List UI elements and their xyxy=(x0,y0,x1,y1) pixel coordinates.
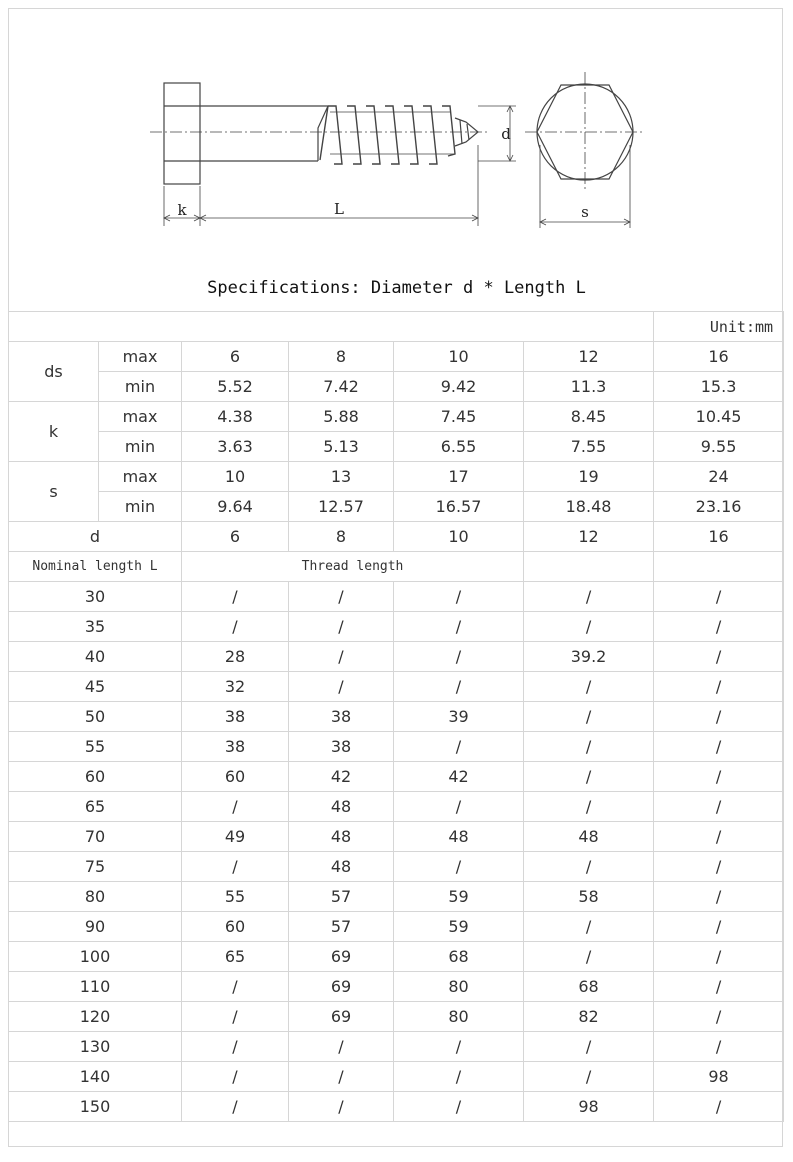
thread-length-cell: / xyxy=(524,612,654,642)
thread-length-cell: / xyxy=(394,642,524,672)
thread-length-cell: / xyxy=(182,582,289,612)
nominal-length-cell: 140 xyxy=(9,1062,182,1092)
length-row xyxy=(9,882,784,912)
thread-length-cell: / xyxy=(654,672,784,702)
unit-label: Unit:mm xyxy=(654,312,784,342)
thread-length-cell: / xyxy=(654,702,784,732)
param-value-cell: 3.63 xyxy=(182,432,289,462)
thread-length-cell: 65 xyxy=(182,942,289,972)
thread-length-cell: 28 xyxy=(182,642,289,672)
thread-length-cell: 32 xyxy=(182,672,289,702)
empty-cell xyxy=(654,552,784,582)
param-value-cell: 8 xyxy=(289,342,394,372)
param-value-cell: 15.3 xyxy=(654,372,784,402)
unit-row xyxy=(9,312,784,342)
thread-length-cell: / xyxy=(289,582,394,612)
thread-length-cell: / xyxy=(182,1032,289,1062)
nominal-length-cell: 55 xyxy=(9,732,182,762)
d-dimension-label: d xyxy=(501,125,511,143)
nominal-length-cell: 45 xyxy=(9,672,182,702)
param-value-cell: 16 xyxy=(654,342,784,372)
thread-length-cell: 69 xyxy=(289,972,394,1002)
param-value-cell: 12 xyxy=(524,342,654,372)
length-row xyxy=(9,1092,784,1122)
thread-length-cell: / xyxy=(394,1062,524,1092)
thread-length-cell: / xyxy=(654,612,784,642)
param-value-cell: 23.16 xyxy=(654,492,784,522)
thread-length-cell: 80 xyxy=(394,1002,524,1032)
param-value-cell: 10.45 xyxy=(654,402,784,432)
thread-length-cell: / xyxy=(654,882,784,912)
thread-length-cell: / xyxy=(524,582,654,612)
thread-length-cell: / xyxy=(654,1002,784,1032)
thread-length-cell: / xyxy=(654,762,784,792)
lag-screw-drawing xyxy=(0,0,793,270)
thread-length-cell: / xyxy=(524,912,654,942)
nominal-length-cell: 35 xyxy=(9,612,182,642)
param-value-cell: 6.55 xyxy=(394,432,524,462)
thread-length-cell: / xyxy=(182,1062,289,1092)
param-limit-label: min xyxy=(99,432,182,462)
thread-length-cell: 38 xyxy=(289,702,394,732)
length-row xyxy=(9,642,784,672)
thread-length-cell: / xyxy=(289,1062,394,1092)
nominal-length-cell: 40 xyxy=(9,642,182,672)
thread-length-cell: / xyxy=(182,852,289,882)
nominal-length-cell: 80 xyxy=(9,882,182,912)
length-row xyxy=(9,942,784,972)
param-value-cell: 7.42 xyxy=(289,372,394,402)
thread-length-cell: / xyxy=(524,942,654,972)
thread-length-cell: / xyxy=(524,852,654,882)
thread-length-cell: / xyxy=(654,1032,784,1062)
thread-length-cell: / xyxy=(654,732,784,762)
thread-length-label: Thread length xyxy=(182,552,524,582)
param-value-cell: 12.57 xyxy=(289,492,394,522)
param-value-cell: 9.64 xyxy=(182,492,289,522)
thread-length-cell: / xyxy=(394,792,524,822)
param-value-cell: 17 xyxy=(394,462,524,492)
param-value-cell: 11.3 xyxy=(524,372,654,402)
thread-length-cell: / xyxy=(654,942,784,972)
thread-length-cell: / xyxy=(394,612,524,642)
nominal-length-cell: 100 xyxy=(9,942,182,972)
thread-length-cell: / xyxy=(394,672,524,702)
thread-length-cell: 69 xyxy=(289,1002,394,1032)
thread-length-cell: 57 xyxy=(289,912,394,942)
param-value-cell: 9.42 xyxy=(394,372,524,402)
thread-length-cell: 59 xyxy=(394,882,524,912)
thread-length-cell: / xyxy=(182,792,289,822)
length-row xyxy=(9,792,784,822)
nominal-length-cell: 50 xyxy=(9,702,182,732)
thread-length-cell: 48 xyxy=(524,822,654,852)
diameter-cell: 6 xyxy=(182,522,289,552)
length-row xyxy=(9,912,784,942)
thread-length-cell: / xyxy=(394,582,524,612)
empty-cell xyxy=(524,552,654,582)
thread-length-cell: / xyxy=(524,702,654,732)
param-value-cell: 19 xyxy=(524,462,654,492)
thread-length-cell: / xyxy=(524,1062,654,1092)
thread-length-cell: 48 xyxy=(289,852,394,882)
nominal-length-cell: 120 xyxy=(9,1002,182,1032)
diameter-cell: 8 xyxy=(289,522,394,552)
thread-length-cell: / xyxy=(654,822,784,852)
thread-header-row xyxy=(9,552,784,582)
thread-length-cell: 68 xyxy=(394,942,524,972)
thread-length-cell: 49 xyxy=(182,822,289,852)
thread-length-cell: / xyxy=(182,972,289,1002)
param-value-cell: 5.13 xyxy=(289,432,394,462)
param-value-cell: 4.38 xyxy=(182,402,289,432)
length-row xyxy=(9,702,784,732)
thread-length-cell: / xyxy=(289,672,394,702)
diameter-cell: 16 xyxy=(654,522,784,552)
param-limit-label: max xyxy=(99,402,182,432)
param-value-cell: 9.55 xyxy=(654,432,784,462)
param-name: ds xyxy=(9,342,99,402)
thread-length-cell: / xyxy=(289,1092,394,1122)
thread-length-cell: / xyxy=(654,582,784,612)
param-value-cell: 16.57 xyxy=(394,492,524,522)
thread-length-cell: / xyxy=(182,612,289,642)
param-limit-label: min xyxy=(99,372,182,402)
param-value-cell: 13 xyxy=(289,462,394,492)
thread-length-cell: / xyxy=(394,1092,524,1122)
param-value-cell: 24 xyxy=(654,462,784,492)
thread-length-cell: 58 xyxy=(524,882,654,912)
nominal-length-cell: 65 xyxy=(9,792,182,822)
length-row xyxy=(9,672,784,702)
param-row xyxy=(9,432,784,462)
diameter-cell: 12 xyxy=(524,522,654,552)
param-value-cell: 10 xyxy=(182,462,289,492)
diameter-cell: 10 xyxy=(394,522,524,552)
thread-length-cell: 38 xyxy=(289,732,394,762)
thread-length-cell: / xyxy=(394,1032,524,1062)
thread-length-cell: / xyxy=(182,1002,289,1032)
thread-length-cell: / xyxy=(289,612,394,642)
param-row xyxy=(9,492,784,522)
length-row xyxy=(9,822,784,852)
thread-length-cell: / xyxy=(654,972,784,1002)
nominal-length-cell: 110 xyxy=(9,972,182,1002)
thread-length-cell: / xyxy=(289,1032,394,1062)
thread-length-cell: 48 xyxy=(289,792,394,822)
param-row xyxy=(9,342,784,372)
param-row xyxy=(9,402,784,432)
specifications-title: Specifications: Diameter d * Length L xyxy=(207,278,586,298)
thread-length-cell: 60 xyxy=(182,912,289,942)
length-row xyxy=(9,732,784,762)
thread-length-cell: / xyxy=(654,642,784,672)
thread-length-cell: 38 xyxy=(182,702,289,732)
param-row xyxy=(9,372,784,402)
s-dimension-label: s xyxy=(581,203,589,221)
nominal-length-cell: 70 xyxy=(9,822,182,852)
thread-length-cell: / xyxy=(524,732,654,762)
thread-length-cell: 42 xyxy=(289,762,394,792)
param-value-cell: 10 xyxy=(394,342,524,372)
thread-length-cell: 68 xyxy=(524,972,654,1002)
param-value-cell: 18.48 xyxy=(524,492,654,522)
nominal-length-cell: 60 xyxy=(9,762,182,792)
param-limit-label: max xyxy=(99,462,182,492)
thread-length-cell: / xyxy=(394,852,524,882)
nominal-length-cell: 30 xyxy=(9,582,182,612)
param-value-cell: 6 xyxy=(182,342,289,372)
thread-length-cell: 48 xyxy=(289,822,394,852)
param-limit-label: max xyxy=(99,342,182,372)
k-dimension-label: k xyxy=(177,201,187,219)
length-row xyxy=(9,1062,784,1092)
nominal-length-cell: 150 xyxy=(9,1092,182,1122)
length-row xyxy=(9,1032,784,1062)
thread-length-cell: / xyxy=(524,672,654,702)
thread-length-cell: / xyxy=(524,1032,654,1062)
thread-length-cell: 57 xyxy=(289,882,394,912)
thread-length-cell: / xyxy=(654,1092,784,1122)
param-value-cell: 5.52 xyxy=(182,372,289,402)
thread-length-cell: 39.2 xyxy=(524,642,654,672)
diameter-row xyxy=(9,522,784,552)
thread-length-cell: / xyxy=(524,792,654,822)
thread-length-cell: 59 xyxy=(394,912,524,942)
length-row xyxy=(9,582,784,612)
thread-length-cell: 55 xyxy=(182,882,289,912)
thread-length-cell: 82 xyxy=(524,1002,654,1032)
nominal-length-cell: 90 xyxy=(9,912,182,942)
length-row xyxy=(9,972,784,1002)
length-row xyxy=(9,1002,784,1032)
param-value-cell: 8.45 xyxy=(524,402,654,432)
length-row xyxy=(9,762,784,792)
thread-length-cell: / xyxy=(394,732,524,762)
param-value-cell: 7.55 xyxy=(524,432,654,462)
thread-length-cell: 98 xyxy=(524,1092,654,1122)
thread-length-cell: / xyxy=(654,792,784,822)
param-name: s xyxy=(9,462,99,522)
L-dimension-label: L xyxy=(334,200,344,218)
thread-length-cell: 39 xyxy=(394,702,524,732)
param-name: k xyxy=(9,402,99,462)
thread-length-cell: 69 xyxy=(289,942,394,972)
thread-length-cell: / xyxy=(289,642,394,672)
diameter-label: d xyxy=(9,522,182,552)
thread-length-cell: / xyxy=(182,1092,289,1122)
thread-length-cell: 80 xyxy=(394,972,524,1002)
nominal-length-cell: 130 xyxy=(9,1032,182,1062)
param-value-cell: 5.88 xyxy=(289,402,394,432)
thread-length-cell: 42 xyxy=(394,762,524,792)
spec-table xyxy=(8,311,784,1122)
thread-length-cell: / xyxy=(654,912,784,942)
nominal-length-cell: 75 xyxy=(9,852,182,882)
param-limit-label: min xyxy=(99,492,182,522)
thread-length-cell: 60 xyxy=(182,762,289,792)
thread-length-cell: 38 xyxy=(182,732,289,762)
param-value-cell: 7.45 xyxy=(394,402,524,432)
thread-length-cell: / xyxy=(654,852,784,882)
thread-length-cell: 48 xyxy=(394,822,524,852)
length-row xyxy=(9,852,784,882)
length-row xyxy=(9,612,784,642)
nominal-length-label: Nominal length L xyxy=(9,552,182,582)
thread-length-cell: 98 xyxy=(654,1062,784,1092)
param-row xyxy=(9,462,784,492)
thread-length-cell: / xyxy=(524,762,654,792)
